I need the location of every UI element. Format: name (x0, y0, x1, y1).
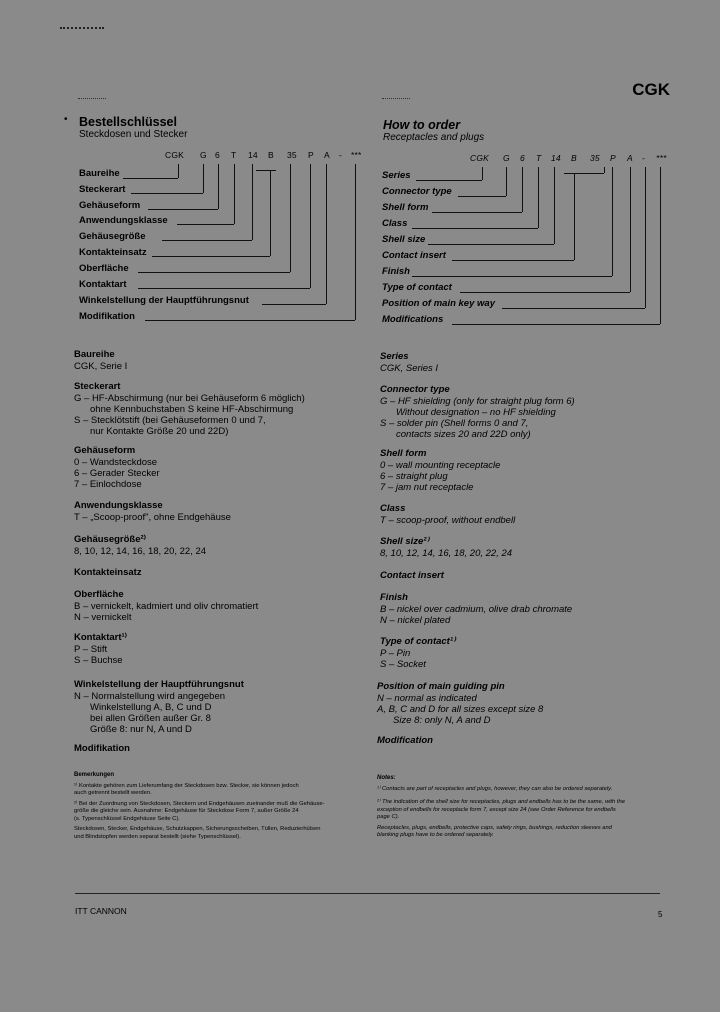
section-line: N – nickel plated (380, 615, 451, 626)
de-leader (262, 304, 326, 305)
code-shell-form: 6 (215, 150, 220, 160)
code-dash: - (339, 150, 343, 160)
section-line: bei allen Größen außer Gr. 8 (90, 713, 211, 724)
de-row-label: Anwendungsklasse (79, 215, 168, 226)
section-line: N – Normalstellung wird angegeben (74, 691, 226, 702)
en-leader (416, 180, 482, 181)
section-line: CGK, Series I (380, 363, 439, 374)
en-section-finish (380, 592, 572, 626)
section-line: G – HF shielding (only for straight plug form 6) (380, 396, 575, 407)
section-line: 6 – straight plug (380, 471, 448, 482)
code-shell-form: 6 (520, 153, 525, 163)
section-line: Winkelstellung A, B, C und D (90, 702, 212, 713)
note-line: Receptacles, plugs, endbells, protective caps, safety rings, bushings, reduction sleeves and (377, 824, 612, 831)
dotted-rule-right (382, 98, 410, 100)
de-row-label: Kontaktart (79, 279, 127, 290)
en-leader (458, 196, 506, 197)
en-section-insert (380, 570, 444, 582)
en-row-label: Series (382, 170, 411, 181)
en-section-shell-form (380, 448, 500, 493)
de-section-shell-size (74, 534, 206, 557)
section-line: Größe 8: nur N, A und D (90, 724, 192, 735)
section-heading: Gehäusegröße²⁾ (74, 534, 147, 545)
en-leader (482, 167, 483, 180)
en-leader (538, 167, 539, 228)
note-line: (s. Typenschlüssel Endgehäuse Seite C). (74, 815, 180, 822)
en-row-label: Class (382, 218, 408, 229)
code-insert: B (571, 153, 577, 163)
code-series: CGK (165, 150, 185, 160)
de-leader (256, 170, 276, 171)
en-section-contact-type (380, 636, 455, 670)
code-class: T (536, 153, 542, 163)
footer-rule (75, 893, 660, 894)
note-line: und Blindstopfen werden separat bestellt (siehe Typenschlüssel). (74, 833, 241, 840)
section-heading: Position of main guiding pin (377, 681, 505, 692)
en-row-label: Finish (382, 266, 410, 277)
code-modification: *** (351, 150, 362, 160)
code-modification: *** (656, 153, 667, 163)
en-order-code (0, 153, 720, 165)
section-line: 7 – jam nut receptacle (380, 482, 474, 493)
en-leader (432, 212, 522, 213)
de-section-insert (74, 567, 142, 579)
section-line: S – Socket (380, 659, 426, 670)
de-leader (310, 164, 311, 288)
section-heading: Modification (377, 735, 433, 746)
en-row-label: Connector type (382, 186, 452, 197)
de-row-label: Gehäuseform (79, 200, 141, 211)
en-section-modification (377, 735, 433, 747)
code-shell-size: 14 (551, 153, 561, 163)
section-line: CGK, Serie I (74, 361, 128, 372)
note-line: page C). (377, 814, 400, 820)
section-heading: Winkelstellung der Hauptführungsnut (74, 679, 244, 690)
de-title: Bestellschlüssel (79, 115, 177, 129)
de-leader (252, 164, 253, 240)
section-heading: Class (380, 503, 406, 514)
note-line: ¹⁾ Contacts are part of receptacles and plugs, however, they can also be ordered separately. (377, 785, 613, 792)
note-line: größe die gleiche sein. Ausnahme: Endgehäuse für Steckdose Form 7, außer Größe 24 (74, 808, 299, 814)
section-heading: Contact insert (380, 570, 444, 581)
section-heading: Baureihe (74, 349, 115, 360)
code-connector-type: G (200, 150, 207, 160)
section-heading: Series (380, 351, 409, 362)
en-leader (412, 276, 612, 277)
section-line: 7 – Einlochdose (74, 479, 142, 490)
de-section-shell-form (74, 445, 160, 490)
section-line: contacts sizes 20 and 22D only) (396, 429, 531, 440)
code-key-position: A (324, 150, 330, 160)
en-row-label: Shell size (382, 234, 426, 245)
de-section-contact-type (74, 632, 127, 666)
en-leader (460, 292, 630, 293)
code-contacts: 35 (590, 153, 600, 163)
section-line: Size 8: only N, A and D (393, 715, 491, 726)
en-section-connector-type (380, 384, 575, 440)
de-notes (74, 772, 364, 841)
section-line: T – scoop-proof, without endbell (380, 515, 516, 526)
en-row-label: Type of contact (382, 282, 452, 293)
section-line: P – Stift (74, 644, 108, 655)
en-leader (630, 167, 631, 292)
section-heading: Kontakteinsatz (74, 567, 142, 578)
de-leader (218, 164, 219, 209)
en-row-label: Shell form (382, 202, 429, 213)
section-line: 0 – Wandsteckdose (74, 457, 158, 468)
page-header-code: CGK (632, 80, 670, 99)
code-key-position: A (627, 153, 633, 163)
de-subtitle: Steckdosen und Stecker (79, 129, 188, 140)
de-section-finish (74, 589, 258, 623)
code-contact-type: P (610, 153, 616, 163)
en-section-shell-size (380, 536, 512, 559)
de-section-modification (74, 743, 130, 755)
en-leader (506, 167, 507, 196)
code-insert: B (268, 150, 274, 160)
section-line: B – nickel over cadmium, olive drab chromate (380, 604, 573, 615)
section-line: ohne Kennbuchstaben S keine HF-Abschirmung (90, 404, 294, 415)
de-section-class (74, 500, 231, 523)
en-subtitle: Receptacles and plugs (383, 132, 485, 143)
de-leader (145, 320, 355, 321)
en-section-key-position (377, 681, 543, 726)
section-line: S – Stecklötstift (bei Gehäuseformen 0 und 7, (74, 415, 266, 426)
de-leader (177, 224, 234, 225)
section-line: S – Buchse (74, 655, 123, 666)
code-series: CGK (470, 153, 490, 163)
de-row-label: Gehäusegröße (79, 231, 146, 242)
en-leader (574, 173, 575, 260)
section-line: G – HF-Abschirmung (nur bei Gehäuseform 6 möglich) (74, 393, 305, 404)
de-leader (290, 164, 291, 272)
de-row-label: Kontakteinsatz (79, 247, 147, 258)
code-class: T (231, 150, 237, 160)
de-leader (148, 209, 218, 210)
bullet: • (64, 114, 68, 125)
de-row-label: Modifikation (79, 311, 135, 322)
de-row-label: Baureihe (79, 168, 120, 179)
section-heading: Oberfläche (74, 589, 124, 600)
section-line: N – vernickelt (74, 612, 132, 623)
note-line: auch getrennt bestellt werden. (74, 790, 152, 796)
en-row-label: Contact insert (382, 250, 446, 261)
code-connector-type: G (503, 153, 510, 163)
note-line: blanking plugs have to be ordered separately. (377, 832, 494, 838)
section-line: B – vernickelt, kadmiert und oliv chromatiert (74, 601, 259, 612)
de-leader (178, 164, 179, 178)
section-line: N – normal as indicated (377, 693, 477, 704)
en-leader (554, 167, 555, 244)
section-line: 8, 10, 12, 14, 16, 18, 20, 22, 24 (380, 548, 513, 559)
de-leader (203, 164, 204, 193)
page-number: 5 (658, 910, 663, 919)
en-leader (612, 167, 613, 276)
en-leader (452, 260, 574, 261)
section-line: 6 – Gerader Stecker (74, 468, 160, 479)
section-line: Without designation – no HF shielding (396, 407, 556, 418)
en-leader (412, 228, 538, 229)
dotted-rule-left (78, 98, 106, 100)
en-leader (428, 244, 554, 245)
de-leader (138, 288, 310, 289)
code-shell-size: 14 (248, 150, 258, 160)
de-section-key-position (74, 679, 244, 735)
section-heading: Connector type (380, 384, 450, 395)
de-row-label: Steckerart (79, 184, 126, 195)
section-line: A, B, C and D for all sizes except size 8 (377, 704, 544, 715)
section-heading: Shell size²⁾ (380, 536, 429, 547)
en-notes (377, 775, 667, 840)
de-section-series (74, 349, 127, 372)
de-leader (123, 178, 178, 179)
section-heading: Type of contact¹⁾ (380, 636, 456, 647)
note-line: Steckdosen, Stecker, Endgehäuse, Schutzkappen, Sicherungsscheiben, Tüllen, Reduzierhülsen (74, 826, 321, 832)
section-line: nur Kontakte Größe 20 und 22D) (90, 426, 229, 437)
section-heading: Steckerart (74, 381, 121, 392)
en-section-series (380, 351, 438, 374)
de-leader (234, 164, 235, 224)
en-leader (645, 167, 646, 308)
notes-heading: Bemerkungen (74, 772, 115, 778)
code-contact-type: P (308, 150, 314, 160)
note-line: ²⁾ Bei der Zuordnung von Steckdosen, Steckern und Endgehäusen zueinander muß die Gehäuse- (74, 800, 325, 807)
de-section-connector-type (74, 381, 305, 437)
section-line: P – Pin (380, 648, 411, 659)
section-heading: Anwendungsklasse (74, 500, 163, 511)
section-line: S – solder pin (Shell forms 0 and 7, (380, 418, 529, 429)
de-leader (355, 164, 356, 320)
en-title: How to order (383, 118, 461, 132)
notes-heading: Notes: (377, 775, 396, 781)
note-line: ¹⁾ Kontakte gehören zum Lieferumfang der Steckdosen bzw. Stecker, sie können jedoch (74, 782, 299, 789)
section-line: 0 – wall mounting receptacle (380, 460, 501, 471)
section-line: T – „Scoop-proof", ohne Endgehäuse (74, 512, 231, 523)
code-dash: - (642, 153, 646, 163)
footer-brand: ITT CANNON (75, 906, 127, 916)
section-heading: Gehäuseform (74, 445, 136, 456)
en-leader (564, 173, 604, 174)
en-row-label: Position of main key way (382, 298, 495, 309)
scan-mark (60, 27, 104, 33)
de-leader (326, 164, 327, 304)
en-leader (452, 324, 660, 325)
de-leader (152, 256, 270, 257)
en-leader (502, 308, 645, 309)
note-line: exception of endbells for receptacle form 7, except size 24 (see Order Reference for endbells (377, 806, 616, 813)
de-leader (138, 272, 290, 273)
en-leader (604, 167, 605, 173)
section-heading: Kontaktart¹⁾ (74, 632, 128, 643)
en-leader (522, 167, 523, 212)
de-leader (162, 240, 252, 241)
section-heading: Finish (380, 592, 408, 603)
section-heading: Shell form (380, 448, 427, 459)
de-leader (131, 193, 203, 194)
section-heading: Modifikation (74, 743, 130, 754)
code-contacts: 35 (287, 150, 297, 160)
de-row-label: Winkelstellung der Hauptführungsnut (79, 295, 249, 306)
note-line: ²⁾ The indication of the shell size for receptacles, plugs and endbells has to be the same, with the (377, 799, 625, 805)
en-row-label: Modifications (382, 314, 444, 325)
en-section-class (380, 503, 515, 526)
section-line: 8, 10, 12, 14, 16, 18, 20, 22, 24 (74, 546, 207, 557)
de-row-label: Oberfläche (79, 263, 129, 274)
en-leader (660, 167, 661, 324)
de-leader (270, 170, 271, 256)
